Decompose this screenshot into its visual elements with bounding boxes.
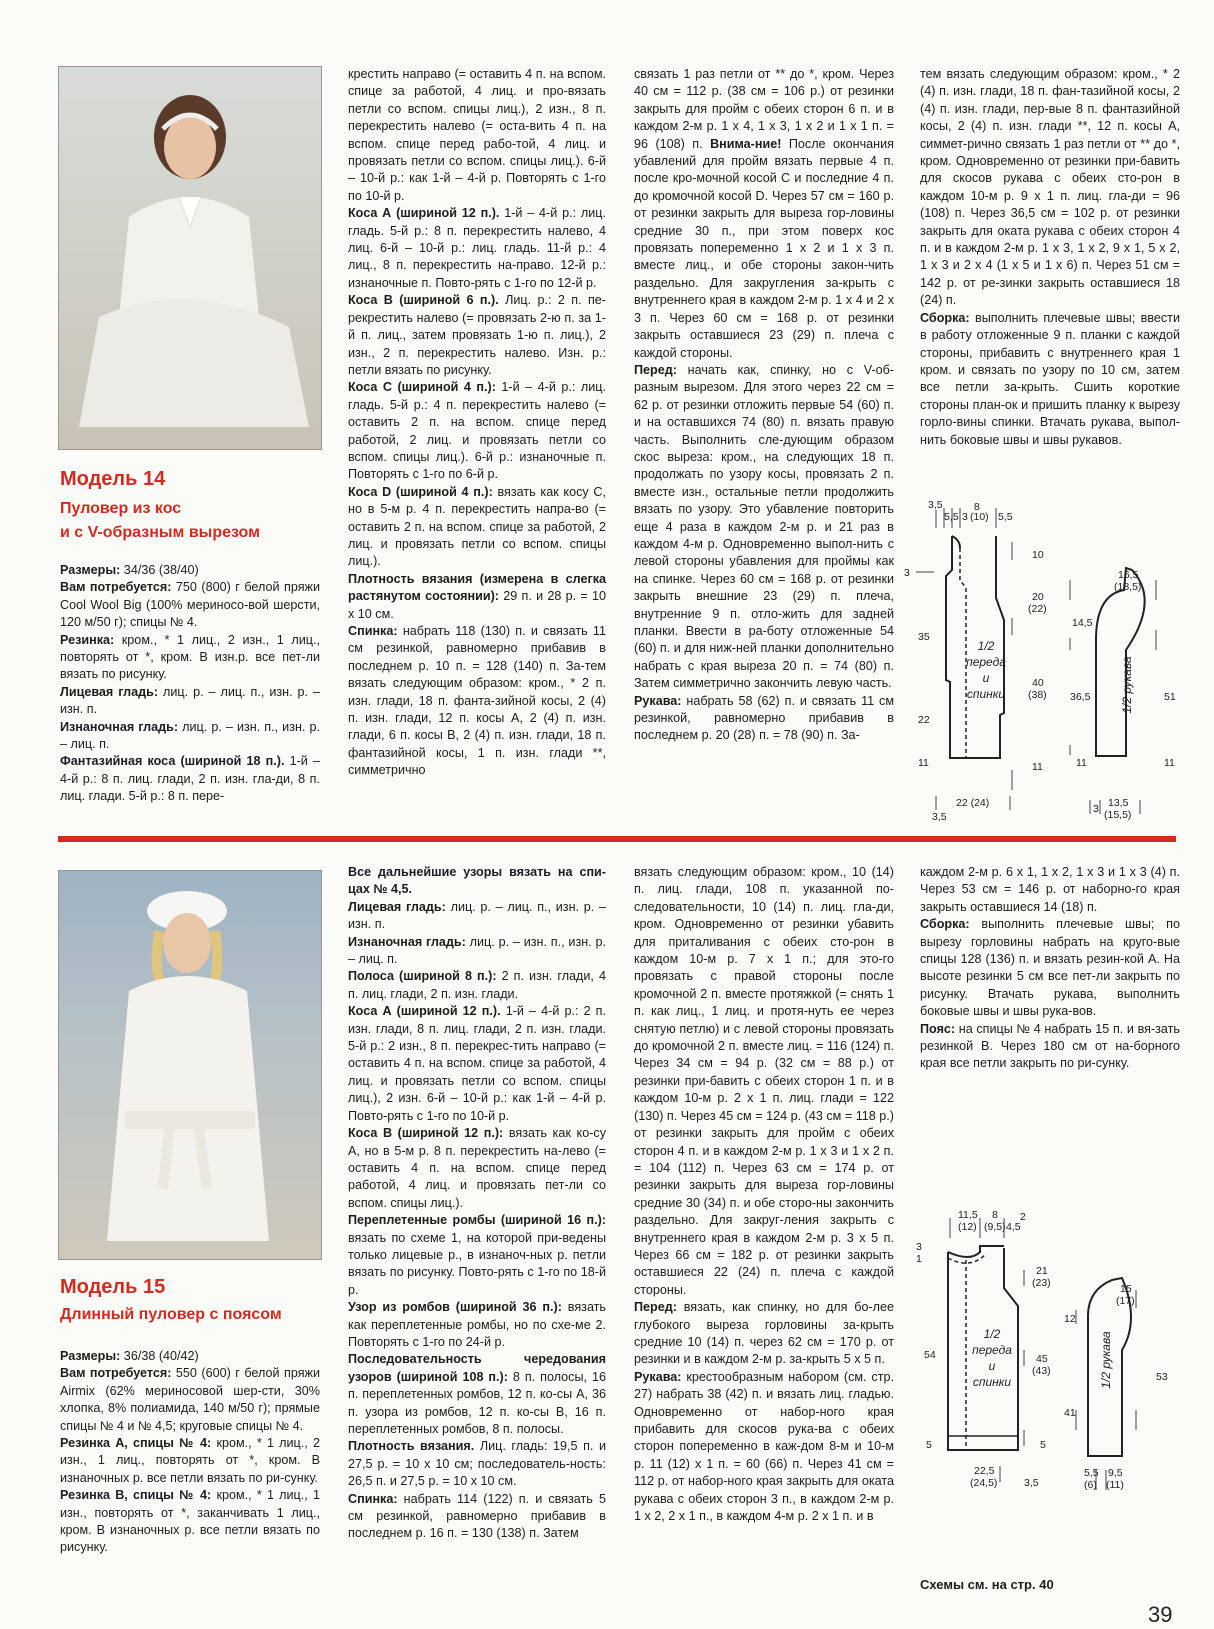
m15-dim-top-2: (12) <box>958 1221 977 1233</box>
m14-dim-left-2: 35 <box>918 631 930 643</box>
model14-photo-image <box>59 67 321 449</box>
m14-dim-right-4: 40 <box>1032 677 1044 689</box>
m14-dim-right-6: 11 <box>1032 761 1043 773</box>
model15-column-3: вязать следующим образом: кром., 10 (14) п. лиц. глади, 108 п. указанной по-следовательности, 10 (14) п. лиц. гла-ди, кром. Одновременно от резинки убавить для приталивания с обеих сто-рон в каждом 10-м р. 7 х 1 п.; для это-го провязать с правой стороны после кромочной 2 п. вместе протяжкой (= снять 1 п. как лиц., 1 лиц. и протя-нуть ее через снятую петлю) и с левой стороны провязать до кромочной 2 п. вместе лиц. = 116 (124) п. Через 34 см = 94 р. (32 см = 88 р.) от резинки при-бавить с обеих сторон 1 п. и в каждом 10-м р. 2 х 1 п. лиц. глади = 122 (130) п. Через 45 см = 124 р. (43 см = 118 р.) от резинки закрыть для пройм с обеих сторон 4 п. и в каждом 2-м р. 1 х 3 и 1 х 2 п. = 104 (112) п. Через 63 см = 174 р. от резинки закрыть для выреза гор-ловины средние 30 (34) п. и обе сторо-ны закончить раздельно. Для закруг-ления закрыть с внутреннего края в каждом 2-м р. 3 х 5 п. Через 66 см = 182 р. от резинки закрыть оставшиеся 22 (24) п. плеча с каждой стороны. Перед: вязать, как спинку, но для бо-лее глубокого выреза горловины за-крыть средние 10 (14) п. через 62 см = 170 р. от резинки и в каждом 2-м р. за-крыть 5 х 5 п. Рукава: крестообразным набором (см. стр. 27) набрать 38 (42) п. и вязать лиц. гладью. Одновременно от набор-ного края прибавить для скосов рука-ва с обеих сторон попеременно в каж-дом 8-м и 10-м р. 11 (12) х 1 п. = 60 (66) п. Через 41 см = 112 р. от набор-ного края закрыть для оката рукава с обеих сторон 3 п., в каждом 2-м р. 1 х 2, 2 х 1 п., в каждом 4-м р. 2 х 1 п. и в <box>634 865 894 1524</box>
m14-sleeve-dim-6: 51 <box>1164 691 1176 703</box>
m14-dim-top-5: (10) <box>970 511 989 523</box>
model15-pattern-diagram <box>900 1210 1190 1510</box>
m14-sleeve-label: 1/2 рукава <box>1120 656 1134 714</box>
m15-dim-right-4: (43) <box>1032 1365 1051 1377</box>
model14-column-1: Размеры: 34/36 (38/40) Вам потребуется: 750 (800) г белой пряжи Cool Wool Big (100% мериносо-вой шерсти, 120 м/50 г); спицы № 4. Резинка: кром., * 1 лиц., 2 изн., 1 лиц., повторять от *, кром. В изн.р. все пет-ли вязать по рисунку. Лицевая гладь: лиц. р. – лиц. п., изн. р. – изн. п. Изнаночная гладь: лиц. р. – изн. п., изн. р. – лиц. п. Фантазийная коса (шириной 18 п.). 1-й – 4-й р.: 8 п. лиц. глади, 2 п. изн. гла-ди, 8 п. лиц. глади. 5-й р.: 8 п. пере- <box>60 563 320 804</box>
m14-dim-top-4: 8 <box>974 501 980 513</box>
schemes-reference-note: Схемы см. на стр. 40 <box>920 1577 1054 1592</box>
model14-pattern-diagram <box>900 500 1190 825</box>
m15-body-label-2: переда <box>972 1343 1012 1357</box>
m14-dim-right-5: (38) <box>1028 689 1047 701</box>
page-number: 39 <box>1148 1602 1173 1627</box>
m14-dim-top-1: 3,5 <box>928 500 943 511</box>
model14-subtitle-2: и с V-образным вырезом <box>60 524 260 541</box>
model15-photo <box>58 870 322 1260</box>
m15-sleeve-dim-6: 5,5 <box>1084 1467 1099 1479</box>
m14-dim-top-2: 5,5 <box>944 511 959 523</box>
m14-dim-top-3: 3 <box>962 511 968 523</box>
model14-column-3: связать 1 раз петли от ** до *, кром. Через 40 см = 112 р. (38 см = 106 р.) от резинки закрыть для пройм с обеих сторон 6 п. и в каждом 2-м р. 1 х 4, 1 х 3, 1 х 2 и 1 х 1 п. = 96 (108) п. Внима-ние! После окончания убавлений для пройм вязать первые 4 п. после кро-мочной косой С и последние 4 п. до кромочной косой D. Через 57 см = 160 р. от резинки закрыть для выреза гор-ловины средние 30 п., при этом поверх кос провязать попеременно 1 х 2 и 1 х 3 п. вместе лиц., и обе стороны закон-чить раздельно. Для закругления за-крыть с внутреннего края в каждом 2-м р. 1 х 4 и 2 х 3 п. Через 60 см = 168 р. от резинки закрыть оставшиеся 23 (29) п. плеча с каждой стороны. Перед: начать как, спинку, но с V-об-разным вырезом. Для этого через 22 см = 62 р. от резинки отложить первые 54 (60) п. и на оставшихся 74 (80) п. вязать правую часть. Выполнить сле-дующим образом скос выреза: кром., на следующих 18 п. продолжать по узору косы, провязать 2 п. вместе изн., остальные петли продолжить вязать по узору. Это убавление повторить еще 4 раза в каждом 2-м р. и 21 раз в каждом 4-м р. Одновременно выпол-нить с левой стороны убавления для проймы как на спинке. Через 60 см = 168 р. от резинки закрыть внешние 23 (29) п. плеча, внутренние 9 п. отло-жить для задней планки. Ввести в ра-боту отложенные 54 (60) п. и для ниж-ней планки дополнительно набрать с края выреза 20 п. = 74 (80) п. Затем симметрично закончить левую часть. Рукава: набрать 58 (62) п. и связать 11 см резинкой, равномерно прибавив в последнем р. 20 (28) п. = 78 (90) п. За- <box>634 67 894 743</box>
m14-dim-bottom: 22 (24) <box>956 797 990 809</box>
model14-photo <box>58 66 322 450</box>
m15-body-label-1: 1/2 <box>983 1327 1001 1341</box>
m14-dim-top-6: 5,5 <box>998 511 1013 523</box>
m15-dim-right-3: 45 <box>1036 1353 1048 1365</box>
m15-dim-top-3: 8 <box>992 1210 998 1221</box>
m15-sleeve-dim-7: (6) <box>1084 1479 1097 1491</box>
m15-dim-right-1: 21 <box>1036 1265 1048 1277</box>
m14-sleeve-dim-5: 11 <box>1076 757 1087 769</box>
model14-column-2: крестить направо (= оставить 4 п. на вспом. спице за работой, 4 лиц. и про-вязать петли со вспом. спицы лиц.), 2 изн., 8 п. перекрестить налево (= оста-вить 4 п. на вспом. спице перед рабо-той, 4 лиц. и провязать петли со вспом. спицы лиц.). 6-й – 10-й р.: как 1-й – 4-й р. Повторять с 1-го по 10-й р. Коса А (шириной 12 п.). 1-й – 4-й р.: лиц. гладь. 5-й р.: 8 п. перекрестить налево, 4 лиц. 6-й – 10-й р.: лиц. гладь. 11-й р.: 4 лиц., 8 п. перекрестить на-право. 12-й р.: изнаночные п. Повто-рять с 1-го по 12-й р. Коса В (шириной 6 п.). Лиц. р.: 2 п. пе-рекрестить налево (= провязать 2-ю п. за 1-й п. лиц., затем провязать 1-ю п. лиц.), 2 изн., 2 п. перекрестить налево. Изн. р.: петли вязать по рисунку. Коса С (шириной 4 п.): 1-й – 4-й р.: лиц. гладь. 5-й р.: 4 п. перекрестить налево (= оставить 2 п. на вспом. спице перед работой, 2 лиц. и провязать петли со вспом. спицы лиц.). 6-й р.: изнаночные п. Повторять с 1-го по 6-й р. Коса D (шириной 4 п.): вязать как косу С, но в 5-м р. 4 п. перекрестить напра-во (= оставить 2 п. на вспом. спице за работой, 2 лиц. и провязать петли со вспом. спицы лиц.). Плотность вязания (измерена в слегка растянутом состоянии): 29 п. и 28 р. = 10 х 10 см. Спинка: набрать 118 (130) п. и связать 11 см резинкой, равномерно прибавив в последнем р. 10 п. = 128 (140) п. За-тем вязать следующим образом: кром., * 2 п. изн. глади, 18 п. фанта-зийной косы, 2 (4) п. изн. глади, 12 п. косы А, 2 (4) п. изн. глади, 6 п. косы В, 2 (4) п. изн. глади, 18 п. фантазийной косы, 1 п. изн. глади **, симметрично <box>348 67 607 778</box>
model15-photo-image <box>59 871 321 1259</box>
m14-sleeve-dim-10: (15,5) <box>1104 809 1132 821</box>
model14-column-4: тем вязать следующим образом: кром., * 2 (4) п. изн. глади, 18 п. фан-тазийной косы, 2 (4) п. изн. глади, пер-вые 8 п. фантазийной косы, 2 (4) п. изн. глади **, 12 п. косы А, симмет-рично связать 1 раз петли от ** до *, кром. Одновременно от резинки при-бавить для скосов рукава с обеих сто-рон в каждом 10-м р. 9 х 1 п. лиц. гла-ди = 96 (108) п. Через 36,5 см = 102 р. от резинки закрыть для оката рукава с обеих сторон 4 п. и в каждом 2-м р. 1 х 3, 1 х 2, 9 х 1, 5 х 2, 1 х 3 и 2 х 4 (1 х 5 и 1 х 6) п. Через 51 см = 142 р. от ре-зинки закрыть оставшиеся 18 (24) п. Сборка: выполнить плечевые швы; ввести в работу отложенные 9 п. планки с каждой стороны, прибавить с внутреннего края 1 кром. и связать по узору по 10 см, затем все петли за-крыть. Сшить короткие стороны план-ок и пришить планку к вырезу горло-вины спинки. Втачать рукава, выпол-нить боковые швы и швы рукавов. <box>920 67 1180 447</box>
section-divider <box>58 836 1176 842</box>
m14-body-label-4: спинки <box>966 687 1006 701</box>
m14-dim-right-2: 20 <box>1032 591 1044 603</box>
model15-title: Модель 15 <box>60 1276 166 1298</box>
model15-column-1: Размеры: 36/38 (40/42) Вам потребуется: 550 (600) г белой пряжи Airmix (62% мериносовой шер-сти, 30% хлопка, 8% полиамида, 140 м/50 г); прямые спицы № 4 и № 4,5; круговые спицы № 4. Резинка А, спицы № 4: кром., * 1 лиц., 2 изн., 1 лиц., повторять от *, кром. В изнаночных р. все петли вязать по ри-сунку. Резинка В, спицы № 4: кром., * 1 лиц., 1 изн., повторять от *, заканчивать 1 лиц., кром. В изнаночных р. все петли вязать по рисунку. <box>60 1349 320 1555</box>
m14-sleeve-dim-9: 13,5 <box>1108 797 1129 809</box>
m15-sleeve-dim-1: 15 <box>1120 1283 1132 1295</box>
m14-dim-left-5: 3,5 <box>932 811 947 823</box>
model14-title: Модель 14 <box>60 468 166 490</box>
m14-dim-right-3: (22) <box>1028 603 1047 615</box>
m15-dim-top-6: 2 <box>1020 1211 1026 1223</box>
m14-body-label-1: 1/2 <box>977 639 995 653</box>
m15-sleeve-dim-8: 9,5 <box>1108 1467 1123 1479</box>
m15-body-label-4: спинки <box>972 1375 1012 1389</box>
m15-dim-left-2: 1 <box>916 1253 922 1265</box>
m15-dim-left-1: 3 <box>916 1241 922 1253</box>
m14-body-label-2: переда <box>966 655 1006 669</box>
m14-sleeve-dim-7: 11 <box>1164 757 1175 769</box>
model14-subtitle-1: Пуловер из кос <box>60 500 182 517</box>
m14-sleeve-dim-8: 3 <box>1093 803 1099 815</box>
m15-dim-right-5: 5 <box>1040 1439 1046 1451</box>
m15-dim-top-5: 4,5 <box>1006 1221 1021 1233</box>
m15-body-label-3: и <box>988 1359 996 1373</box>
m14-dim-right-1: 10 <box>1032 549 1044 561</box>
m14-dim-left-1: 3 <box>904 567 910 579</box>
m15-dim-left-3: 54 <box>924 1349 936 1361</box>
m15-sleeve-dim-9: (11) <box>1106 1479 1124 1491</box>
m14-sleeve-dim-4: 36,5 <box>1070 691 1091 703</box>
m14-sleeve-dim-3: 14,5 <box>1072 617 1093 629</box>
m14-sleeve-dim-1: 16,5 <box>1118 569 1139 581</box>
m15-dim-right-2: (23) <box>1032 1277 1051 1289</box>
m15-sleeve-dim-4: 41 <box>1064 1407 1076 1419</box>
m15-sleeve-label: 1/2 рукава <box>1099 1331 1113 1389</box>
m15-dim-bottom-2: (24,5) <box>970 1477 998 1489</box>
m15-dim-top-1: 11,5 <box>958 1210 978 1221</box>
m14-dim-left-3: 22 <box>918 714 930 726</box>
model15-column-2: Все дальнейшие узоры вязать на спи-цах № 4,5. Лицевая гладь: лиц. р. – лиц. п., изн. р. – изн. п. Изнаночная гладь: лиц. р. – изн. п., изн. р. – лиц. п. Полоса (шириной 8 п.): 2 п. изн. глади, 4 п. лиц. глади, 2 п. изн. глади. Коса А (шириной 12 п.). 1-й – 4-й р.: 2 п. изн. глади, 8 п. лиц. глади, 2 п. изн. глади. 5-й р.: 2 изн., 8 п. перекрес-тить направо (= оставить 4 п. на вспом. спице за работой, 4 лиц. и провязать петли со вспом. спицы лиц.), 2 изн. 6-й – 10-й р.: как 1-й – 4-й р. Повто-рять с 1-го по 10-й р. Коса В (шириной 12 п.): вязать как ко-су А, но в 5-м р. 8 п. перекрестить на-лево (= оставить 4 п. на вспом. спице перед работой, 4 лиц. и провязать пет-ли со вспом. спицы лиц.). Переплетенные ромбы (шириной 16 п.): вязать по схеме 1, на которой при-ведены только лицевые р., в изнаноч-ных р. петли вязать по рисунку. Повто-рять с 1-го по 18-й р. Узор из ромбов (шириной 36 п.): вязать как переплетенные ромбы, но по схе-ме 2. Повторять с 1-го по 24-й р. Последовательность чередования узоров (шириной 108 п.): 8 п. полосы, 16 п. переплетенных ромбов, 12 п. ко-сы А, 36 п. узора из ромбов, 12 п. ко-сы В, 16 п. переплетенных ромбов, 8 п. полосы. Плотность вязания. Лиц. гладь: 19,5 п. и 27,5 р. = 10 х 10 см; последователь-ность: 26,5 п. и 27,5 р. = 10 х 10 см. Спинка: набрать 114 (122) п. и связать 5 см резинкой, равномерно прибавив в последнем р. 16 п. = 130 (138) п. Затем <box>348 865 607 1541</box>
m15-sleeve-dim-5: 53 <box>1156 1371 1168 1383</box>
m15-sleeve-dim-3: 12 <box>1064 1313 1076 1325</box>
m15-dim-top-4: (9,5) <box>984 1221 1006 1233</box>
m15-sleeve-dim-2: (17) <box>1116 1295 1135 1307</box>
m15-dim-left-4: 5 <box>926 1439 932 1451</box>
m15-dim-bottom-3: 3,5 <box>1024 1477 1039 1489</box>
model15-column-4: каждом 2-м р. 6 х 1, 1 х 2, 1 х 3 и 1 х 3 (4) п. Через 53 см = 146 р. от наборно-го края закрыть оставшиеся 14 (18) п. Сборка: выполнить плечевые швы; по вырезу горловины набрать на круго-вые спицы 128 (136) п. и вязать резин-кой А. На высоте резинки 5 см все пет-ли закрыть по рисунку. Втачать рукава, выполнить боковые швы и швы рука-вов. Пояс: на спицы № 4 набрать 15 п. и вя-зать резинкой В. Через 180 см от на-борного края все петли закрыть по ри-сунку. <box>920 865 1180 1071</box>
m14-dim-left-4: 11 <box>918 757 929 769</box>
m14-body-label-3: и <box>982 671 990 685</box>
m14-sleeve-dim-2: (18,5) <box>1114 581 1142 593</box>
m15-dim-bottom-1: 22,5 <box>974 1465 995 1477</box>
model15-subtitle: Длинный пуловер с поясом <box>60 1306 282 1323</box>
